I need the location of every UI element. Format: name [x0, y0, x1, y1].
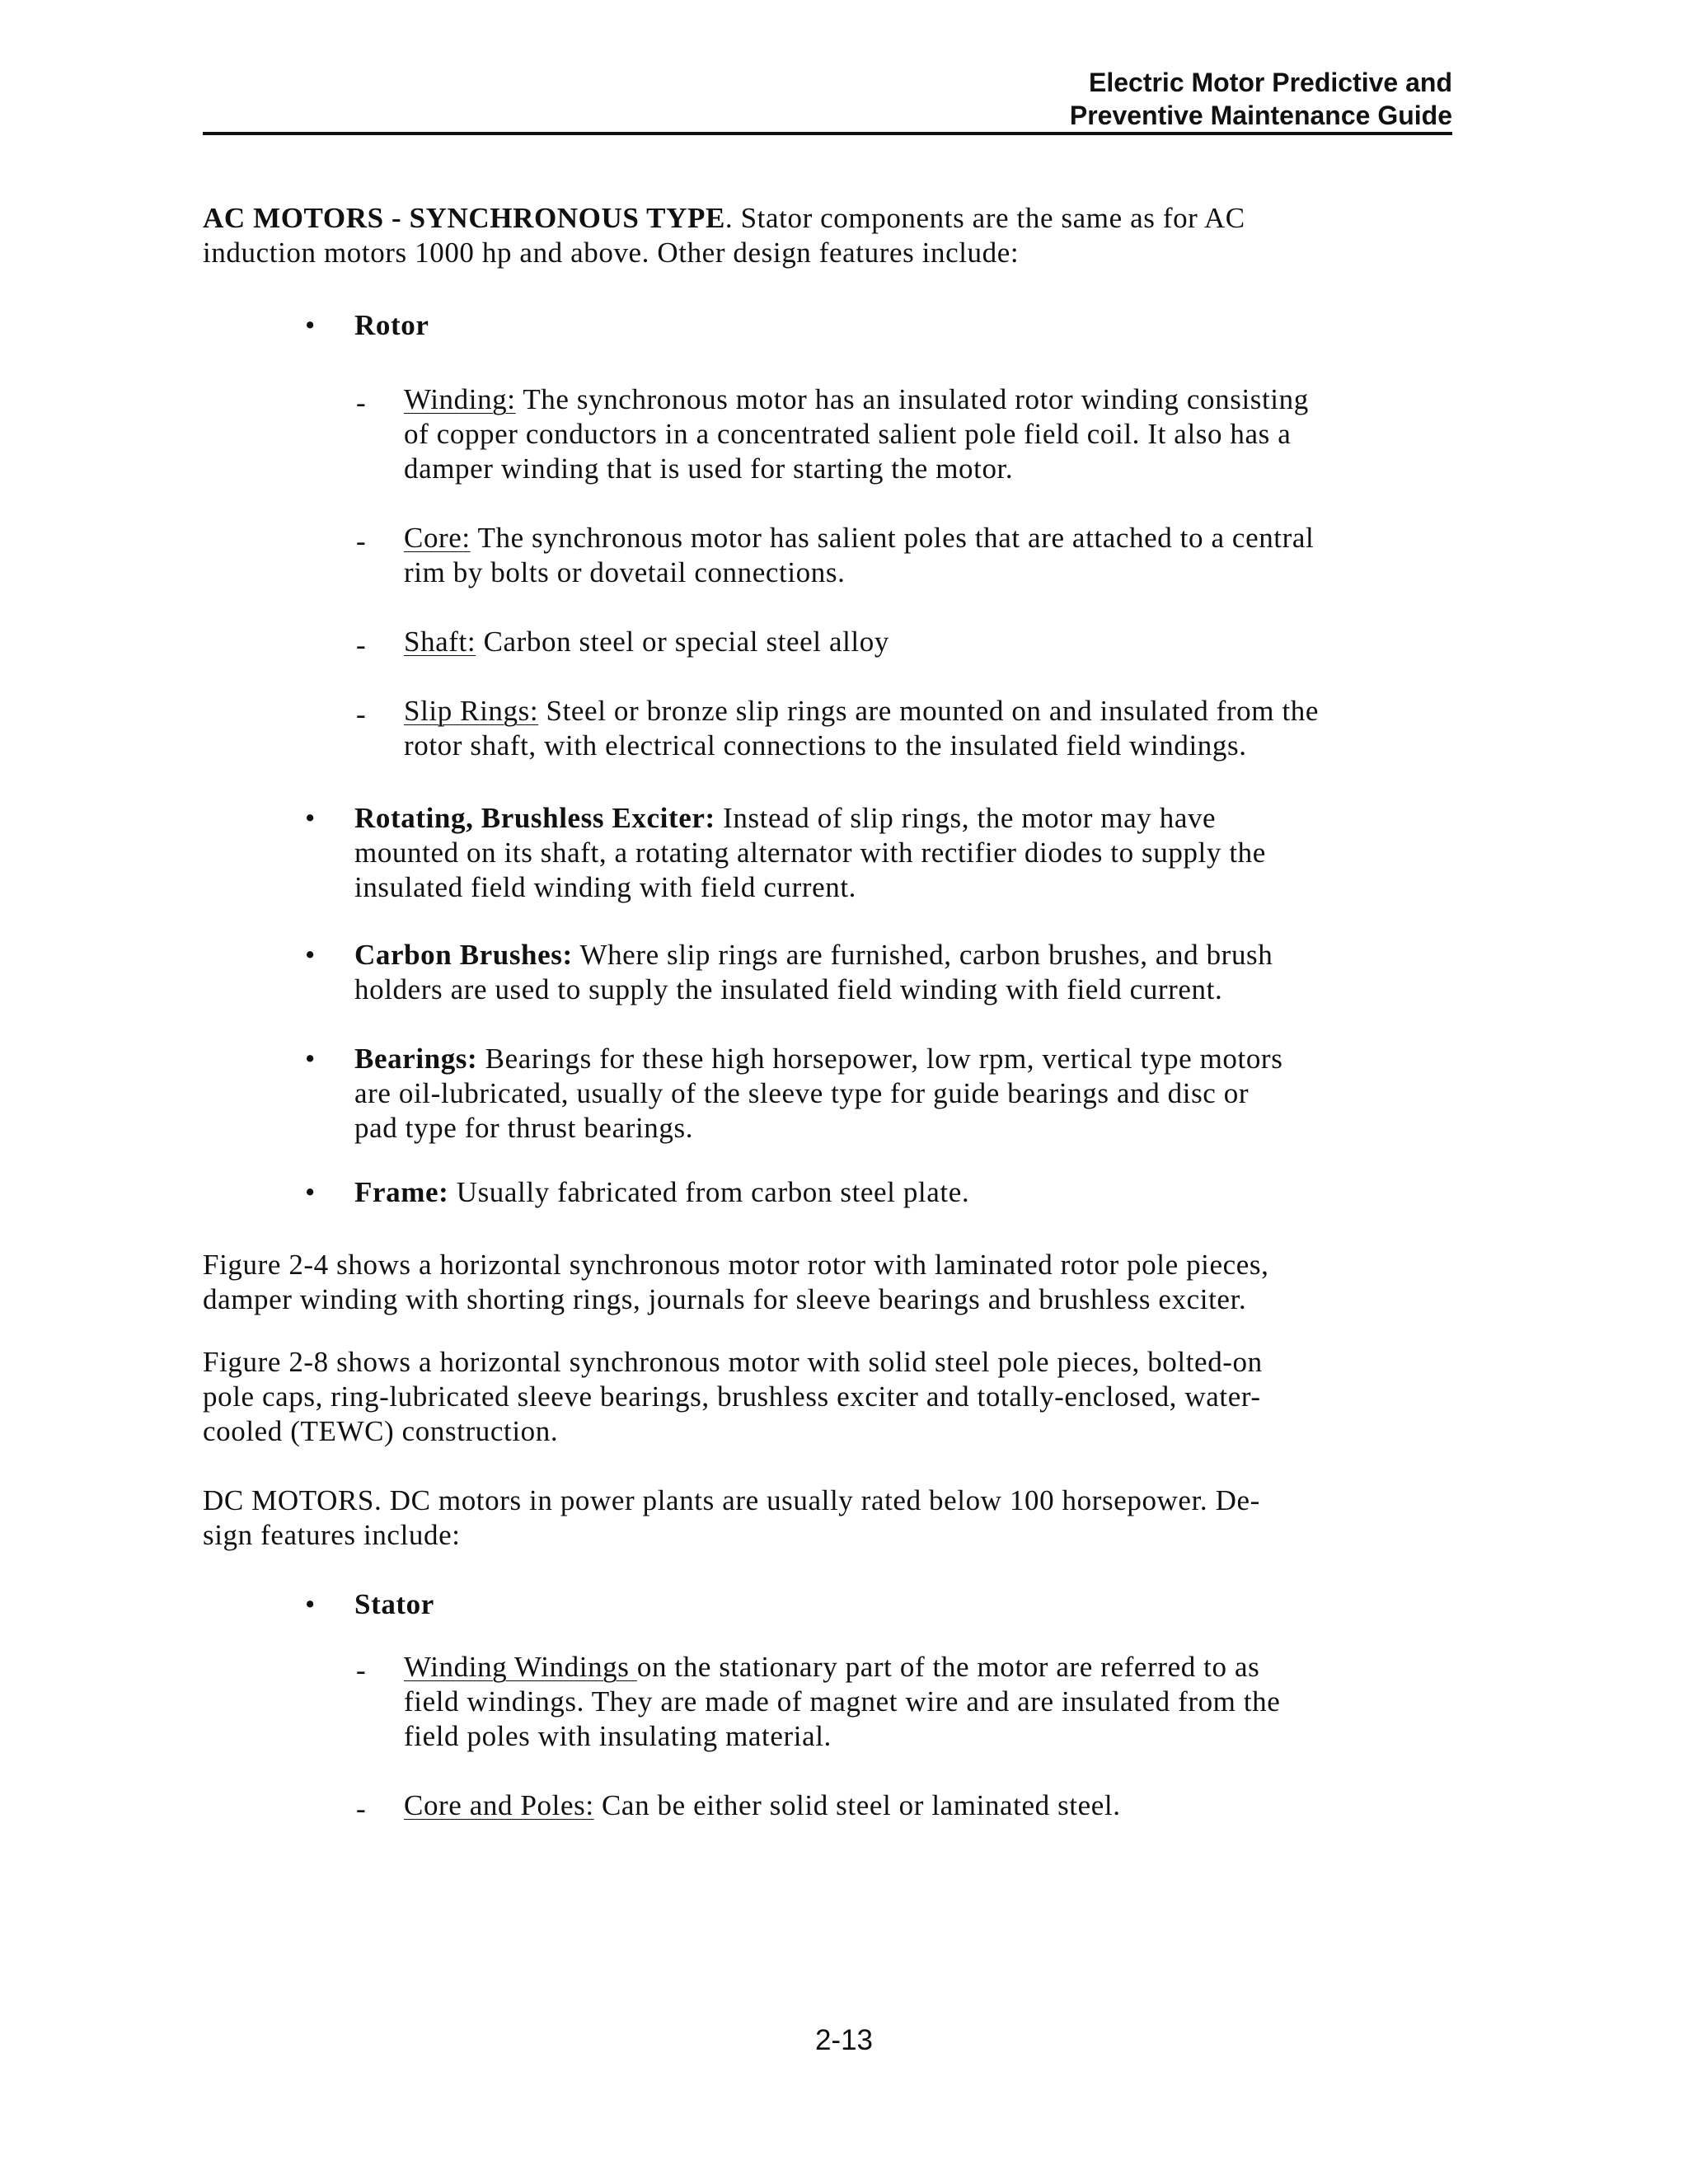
frame-label: Frame:: [354, 1176, 449, 1208]
stator-winding-line-2: field windings. They are made of magnet wire and are insulated from the: [404, 1685, 1281, 1718]
bullet-carbon-brushes: [203, 938, 1489, 1007]
figure-2-8-paragraph: [203, 1345, 1489, 1449]
page-number: 2-13: [814, 2024, 874, 2056]
bearings-line-2: are oil-lubricated, usually of the sleeve type for guide bearings and disc or: [354, 1077, 1250, 1109]
bullet-symbol: •: [305, 309, 316, 341]
dash-symbol: -: [356, 1793, 367, 1825]
rotor-slip-rings-line-1: Steel or bronze slip rings are mounted on and insulated from the: [538, 695, 1320, 727]
dash-symbol: -: [356, 525, 367, 557]
dc-motors-paragraph: [203, 1483, 1489, 1553]
fig28-line-1: Figure 2-8 shows a horizontal synchronous motor with solid steel pole pieces, bolted-on: [203, 1346, 1263, 1378]
bullet-symbol: •: [305, 1588, 316, 1620]
bullet-symbol: •: [305, 1043, 316, 1075]
exciter-line-1: Instead of slip rings, the motor may have: [715, 802, 1217, 834]
bullet-bearings: [203, 1042, 1489, 1146]
fig24-line-2: damper winding with shorting rings, journals for sleeve bearings and brushless exciter.: [203, 1283, 1247, 1315]
figure-2-4-paragraph: [203, 1248, 1489, 1317]
fig28-line-2: pole caps, ring-lubricated sleeve bearings, brushless exciter and totally-enclosed, water-: [203, 1380, 1261, 1413]
rotor-slip-rings-item: [203, 694, 1489, 763]
bullet-rotor: [203, 308, 1489, 343]
rotor-slip-rings-line-2: rotor shaft, with electrical connections to the insulated field windings.: [404, 729, 1247, 762]
brushes-line-2: holders are used to supply the insulated field winding with field current.: [354, 973, 1223, 1005]
ac-text-line-2: induction motors 1000 hp and above. Other design features include:: [203, 237, 1020, 269]
stator-core-poles-line-1: Can be either solid steel or laminated steel.: [593, 1789, 1121, 1821]
dc-line-2: sign features include:: [203, 1519, 461, 1551]
bullet-frame: [203, 1175, 1489, 1210]
bullet-symbol: •: [305, 1176, 316, 1208]
rotor-shaft-label: Shaft:: [404, 626, 476, 658]
exciter-label: Rotating, Brushless Exciter:: [354, 802, 715, 834]
ac-text-line-1: . Stator components are the same as for AC: [724, 202, 1245, 234]
header-title-line-1: Electric Motor Predictive and: [1088, 68, 1452, 97]
dc-line-1: DC MOTORS. DC motors in power plants are usually rated below 100 horsepower. De-: [203, 1484, 1260, 1516]
rotor-winding-line-1: The synchronous motor has an insulated rotor winding consisting: [515, 383, 1309, 415]
bearings-line-1: Bearings for these high horsepower, low rpm, vertical type motors: [477, 1043, 1283, 1075]
rotor-winding-label: Winding:: [404, 383, 516, 415]
header-rule: [203, 132, 1452, 135]
bearings-line-3: pad type for thrust bearings.: [354, 1112, 694, 1144]
dash-symbol: -: [356, 698, 367, 730]
stator-core-poles-label: Core and Poles:: [404, 1789, 594, 1821]
page-body: [203, 201, 1489, 1823]
rotor-label: Rotor: [354, 309, 429, 341]
rotor-winding-line-2: of copper conductors in a concentrated salient pole field coil. It also has a: [404, 418, 1292, 450]
rotor-shaft-line-1: Carbon steel or special steel alloy: [476, 626, 889, 658]
bullet-stator: [203, 1587, 1489, 1622]
stator-winding-line-1: on the stationary part of the motor are referred to as: [636, 1651, 1260, 1683]
brushes-label: Carbon Brushes:: [354, 939, 573, 971]
stator-core-poles-item: [203, 1788, 1489, 1823]
exciter-line-2: mounted on its shaft, a rotating alternator with rectifier diodes to supply the: [354, 837, 1266, 869]
fig28-line-3: cooled (TEWC) construction.: [203, 1415, 559, 1447]
fig24-line-1: Figure 2-4 shows a horizontal synchronous motor rotor with laminated rotor pole pieces,: [203, 1249, 1269, 1281]
dash-symbol: -: [356, 387, 367, 419]
stator-winding-line-3: field poles with insulating material.: [404, 1720, 832, 1752]
running-header: [203, 66, 1452, 132]
frame-line-1: Usually fabricated from carbon steel plate.: [448, 1176, 970, 1208]
exciter-line-3: insulated field winding with field current.: [354, 871, 856, 903]
rotor-core-line-2: rim by bolts or dovetail connections.: [404, 556, 846, 588]
stator-label: Stator: [354, 1588, 434, 1620]
brushes-line-1: Where slip rings are furnished, carbon brushes, and brush: [572, 939, 1273, 971]
rotor-core-label: Core:: [404, 522, 471, 554]
bullet-symbol: •: [305, 939, 316, 971]
rotor-core-item: [203, 521, 1489, 590]
ac-synchronous-heading: AC MOTORS - SYNCHRONOUS TYPE: [203, 202, 725, 234]
bullet-exciter: [203, 801, 1489, 905]
ac-synchronous-paragraph: [203, 201, 1489, 270]
bearings-label: Bearings:: [354, 1043, 478, 1075]
rotor-winding-item: [203, 382, 1489, 486]
stator-winding-label: Winding Windings: [404, 1651, 637, 1683]
rotor-shaft-item: [203, 625, 1489, 659]
rotor-slip-rings-label: Slip Rings:: [404, 695, 539, 727]
header-title-line-2: Preventive Maintenance Guide: [1069, 101, 1452, 130]
bullet-symbol: •: [305, 802, 316, 834]
dash-symbol: -: [356, 1654, 367, 1686]
rotor-core-line-1: The synchronous motor has salient poles that are attached to a central: [470, 522, 1315, 554]
rotor-winding-line-3: damper winding that is used for starting the motor.: [404, 452, 1014, 485]
stator-winding-item: [203, 1650, 1489, 1754]
dash-symbol: -: [356, 629, 367, 661]
